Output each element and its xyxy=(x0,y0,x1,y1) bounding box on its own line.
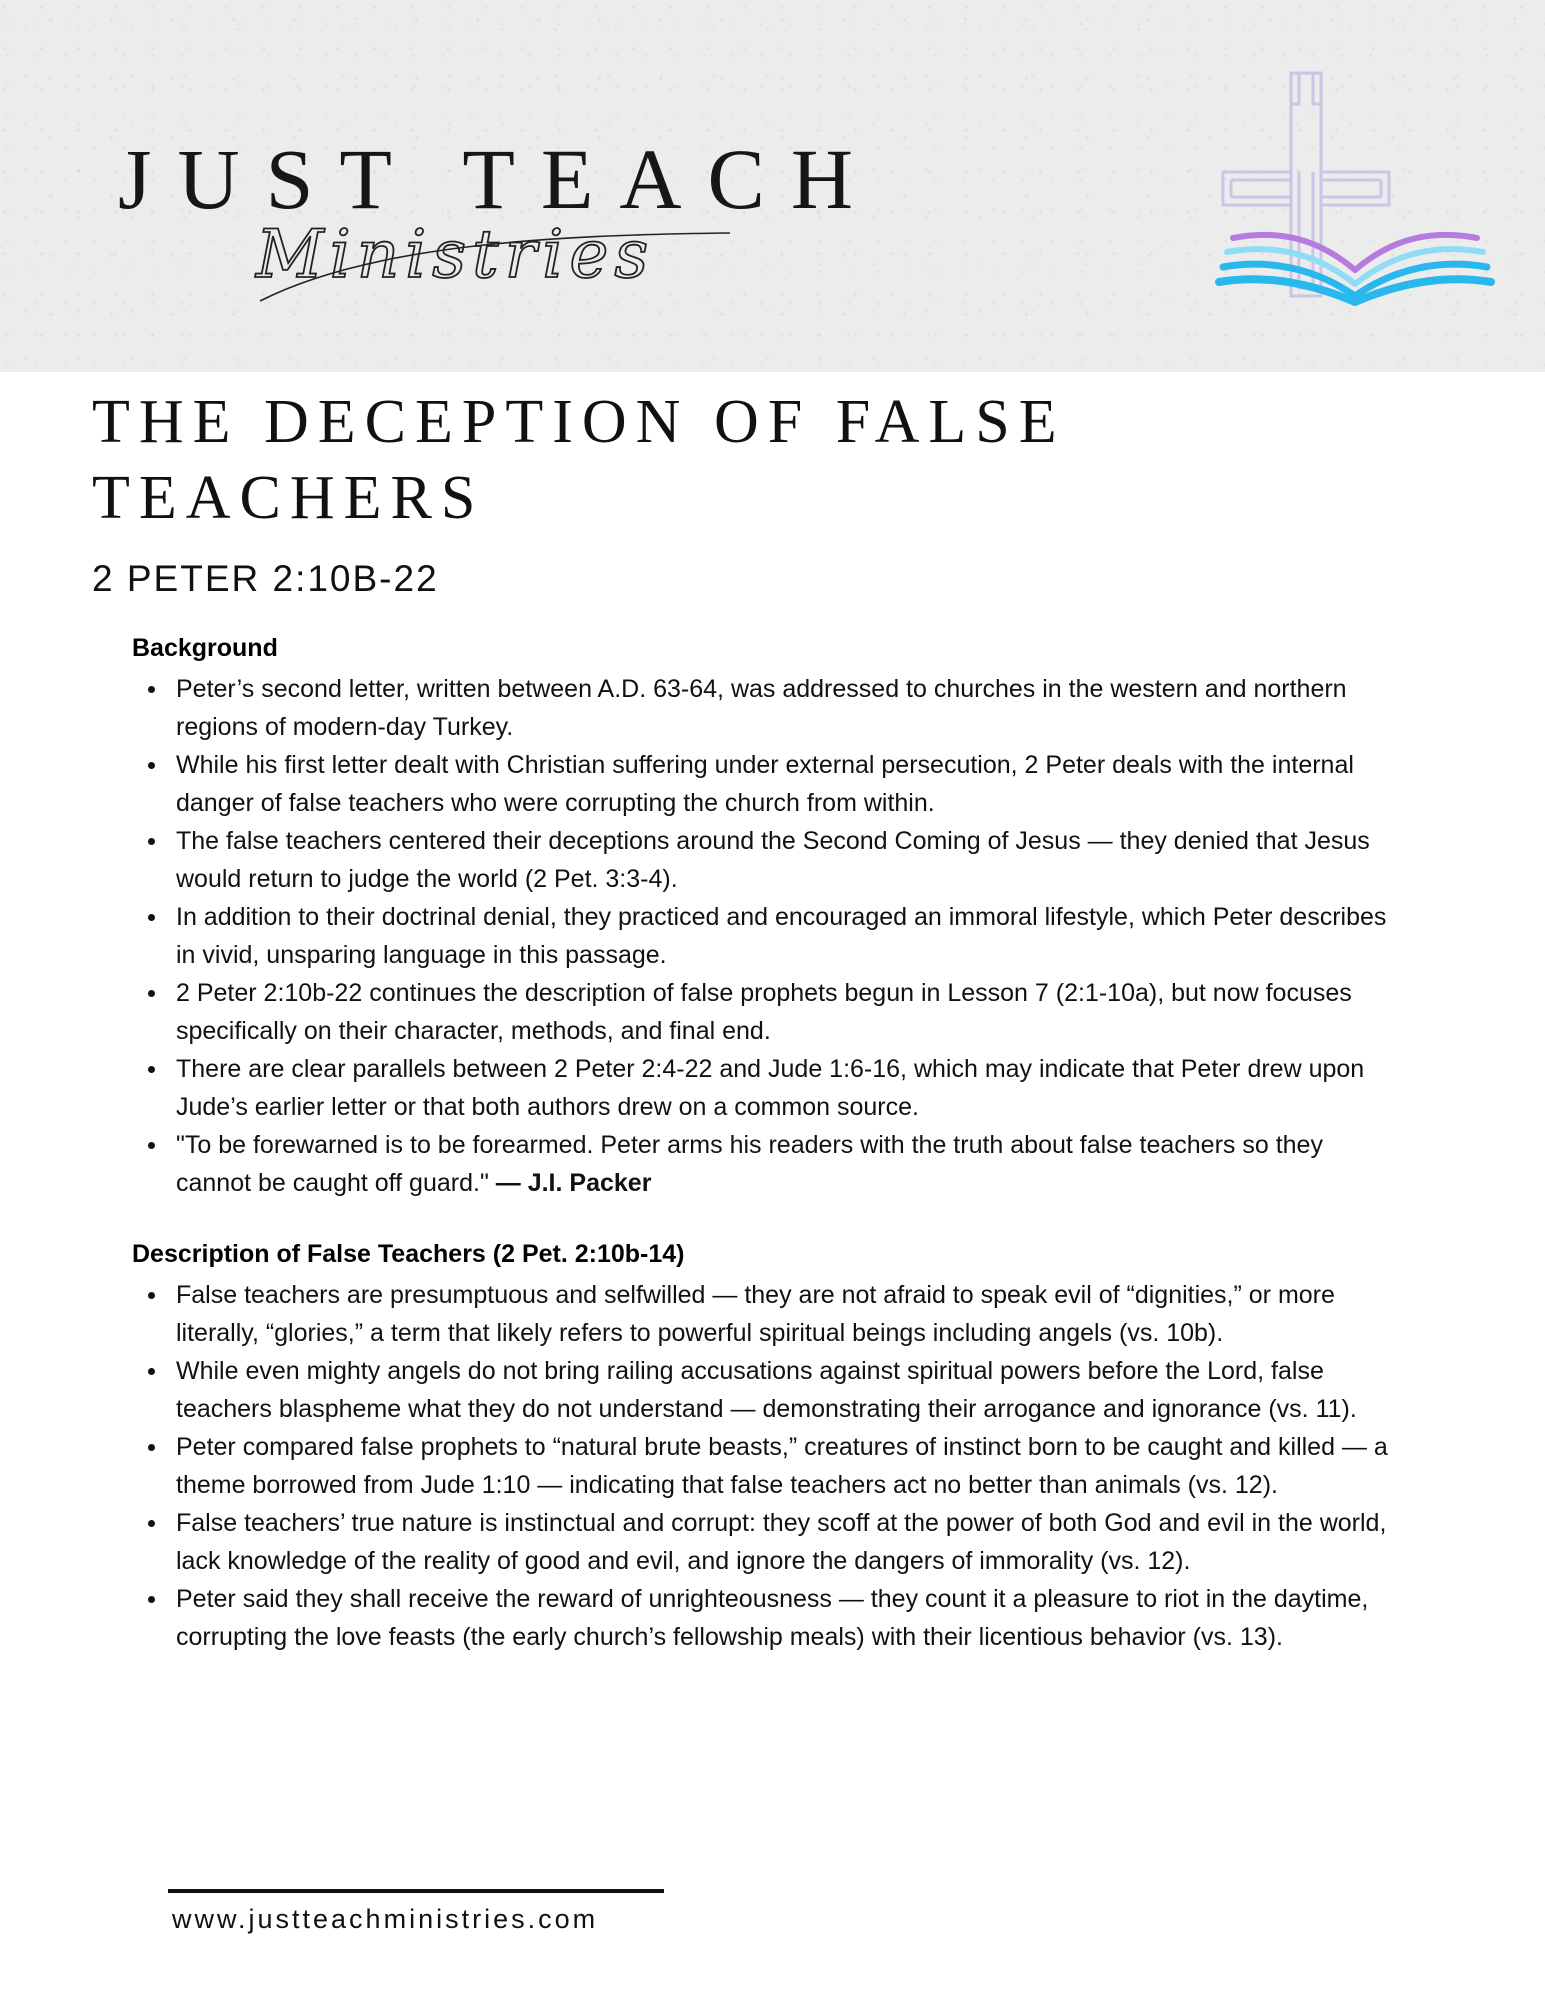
background-bullet-list xyxy=(132,670,1402,1202)
section-heading-description: Description of False Teachers (2 Pet. 2:10b-14) xyxy=(132,1240,685,1268)
list-item xyxy=(132,1428,1402,1504)
list-item xyxy=(132,670,1402,746)
footer-website-link[interactable]: www.justteachministries.com xyxy=(172,1904,599,1934)
bullet-text: The false teachers centered their deceptions around the Second Coming of Jesus — they denied that Jesus would return to judge the world (2 Pet. 3:3-4). xyxy=(176,827,1370,893)
section-heading-background: Background xyxy=(132,634,278,662)
description-bullet-list xyxy=(132,1276,1402,1656)
list-item xyxy=(132,1580,1402,1656)
bullet-text: In addition to their doctrinal denial, they practiced and encouraged an immoral lifestyle, which Peter describes in vivid, unsparing language in this passage. xyxy=(176,903,1387,969)
brand-script-logotype xyxy=(250,205,750,315)
list-item xyxy=(132,822,1402,898)
list-item xyxy=(132,1504,1402,1580)
document-title: THE DECEPTION OF FALSE TEACHERS xyxy=(92,388,1066,532)
list-item xyxy=(132,1276,1402,1352)
quote-attribution: — J.I. Packer xyxy=(495,1169,652,1197)
bullet-text: Peter compared false prophets to “natural brute beasts,” creatures of instinct born to be caught and killed — a theme borrowed from Jude 1:10 — indicating that false teachers act no better than animals (vs. 12). xyxy=(176,1433,1388,1499)
footer-divider xyxy=(168,1889,664,1893)
bullet-text: Peter’s second letter, written between A.D. 63-64, was addressed to churches in the western and northern regions of modern-day Turkey. xyxy=(176,675,1347,741)
list-item xyxy=(132,1126,1402,1202)
bullet-text: False teachers are presumptuous and selfwilled — they are not afraid to speak evil of “dignities,” or more literally, “glories,” a term that likely refers to powerful spiritual beings including angels (vs. 10b). xyxy=(176,1281,1335,1347)
bullet-text: False teachers’ true nature is instinctual and corrupt: they scoff at the power of both God and evil in the world, lack knowledge of the reality of good and evil, and ignore the dangers of immorality (vs. 12). xyxy=(176,1509,1387,1575)
bullet-text: 2 Peter 2:10b-22 continues the description of false prophets begun in Lesson 7 (2:1-10a), but now focuses specifically on their character, methods, and final end. xyxy=(176,979,1352,1045)
bullet-text: While his first letter dealt with Christian suffering under external persecution, 2 Peter deals with the internal danger of false teachers who were corrupting the church from within. xyxy=(176,751,1354,817)
list-item xyxy=(132,898,1402,974)
list-item xyxy=(132,1050,1402,1126)
open-book-icon xyxy=(1219,235,1491,302)
cross-bible-logo xyxy=(1215,70,1495,310)
bullet-text: Peter said they shall receive the reward of unrighteousness — they count it a pleasure to riot in the daytime, corrupting the love feasts (the early church’s fellowship meals) with their licentious behavior (vs. 13). xyxy=(176,1585,1369,1651)
brand-script-text: Ministries xyxy=(256,216,655,293)
document-subtitle: 2 PETER 2:10B-22 xyxy=(92,558,439,599)
brand-title: JUST TEACH xyxy=(118,131,879,227)
list-item xyxy=(132,1352,1402,1428)
list-item xyxy=(132,746,1402,822)
quote-text: "To be forewarned is to be forearmed. Peter arms his readers with the truth about false teachers so they cannot be caught off guard." xyxy=(176,1131,1323,1197)
bullet-text: There are clear parallels between 2 Peter 2:4-22 and Jude 1:6-16, which may indicate that Peter drew upon Jude’s earlier letter or that both authors drew on a common source. xyxy=(176,1055,1365,1121)
header-banner xyxy=(0,0,1545,372)
list-item xyxy=(132,974,1402,1050)
bullet-text: While even mighty angels do not bring railing accusations against spiritual powers before the Lord, false teachers blaspheme what they do not understand — demonstrating their arrogance and ignorance (vs. 11). xyxy=(176,1357,1357,1423)
